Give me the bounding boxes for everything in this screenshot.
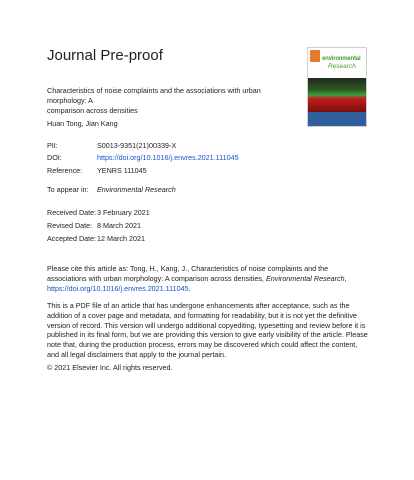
citation-text: Please cite this article as: Tong, H., Kang, J., Characteristics of noise complaints and the associations with urban morphology: A comparison across densities,	[47, 264, 329, 283]
appear-in-label: To appear in:	[47, 185, 89, 194]
article-title-line-1: Characteristics of noise complaints and the associations with urban morphology: A	[47, 86, 261, 105]
citation-doi-link[interactable]: https://doi.org/10.1016/j.envres.2021.111045	[47, 283, 189, 293]
cover-journal-name-2: Research	[328, 63, 356, 70]
doi-link[interactable]: https://doi.org/10.1016/j.envres.2021.111045	[97, 153, 239, 162]
accepted-date-value: 12 March 2021	[97, 234, 145, 243]
article-title-line-2: comparison across densities	[47, 106, 138, 115]
received-date-value: 3 February 2021	[97, 208, 150, 217]
citation-journal: Environmental Research	[265, 273, 345, 283]
accepted-date-label: Accepted Date:	[47, 234, 97, 243]
journal-cover-thumbnail	[307, 47, 367, 127]
citation-paragraph: Please cite this article as: Tong, H., Kang, J., Characteristics of noise complaints and the associations with urban morphology: A comparison across densities, Environmental Research, https://doi.org/10.1016/j.envres.2021.111045.	[47, 264, 347, 293]
revised-date-value: 8 March 2021	[97, 221, 141, 230]
cover-journal-name: environmental	[322, 56, 361, 62]
pii-label: PII:	[47, 141, 58, 150]
received-date-label: Received Date:	[47, 208, 97, 217]
article-title	[47, 86, 297, 116]
authors: Huan Tong, Jian Kang	[47, 119, 118, 128]
doi-label: DOI:	[47, 153, 62, 162]
cover-image-band	[308, 78, 366, 112]
elsevier-logo-icon	[310, 50, 320, 62]
cover-footer	[308, 112, 366, 126]
preproof-notice: This is a PDF file of an article that has undergone enhancements after acceptance, such as the addition of a cover page and metadata, and formatting for readability, but it is not yet the definitive version of record. This version will undergo additional copyediting, typesetting and review before it is published in its final form, but we are providing this version to give early visibility of the article. Please note that, during the production process, errors may be discovered which could affect the content, and all legal disclaimers that apply to the journal pertain.	[47, 301, 368, 359]
appear-in-value: Environmental Research	[97, 185, 176, 194]
revised-date-label: Revised Date:	[47, 221, 93, 230]
reference-label: Reference:	[47, 166, 83, 175]
copyright: © 2021 Elsevier Inc. All rights reserved.	[47, 363, 173, 372]
journal-preproof-heading: Journal Pre-proof	[47, 47, 163, 64]
reference-value: YENRS 111045	[97, 166, 147, 175]
pii-value: S0013-9351(21)00339-X	[97, 141, 177, 150]
cover-header	[308, 48, 366, 78]
